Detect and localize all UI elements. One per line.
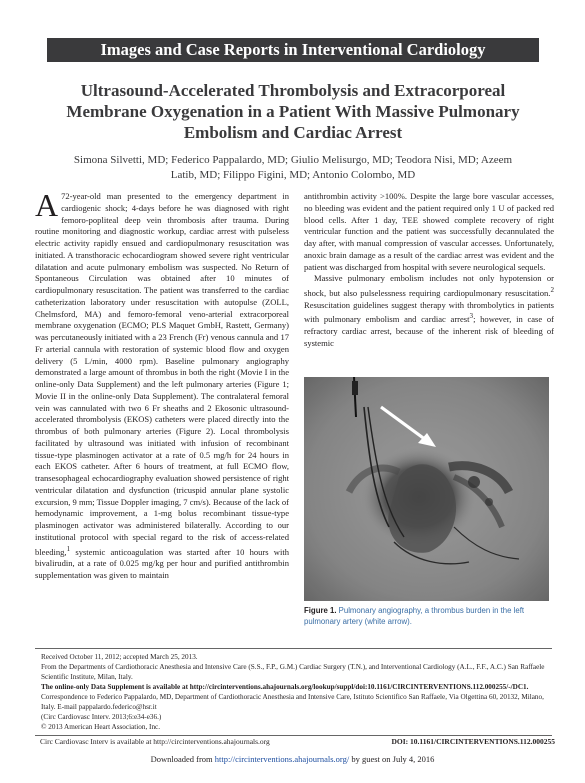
section-banner: Images and Case Reports in Interventional Cardiology: [47, 38, 539, 62]
footnote-received: Received October 11, 2012; accepted March 25, 2013.: [41, 653, 198, 661]
footnote-correspondence: Correspondence to Federico Pappalardo, MD, Department of Cardiothoracic Anesthesia and Intensive Care, Istituto Scientifico San Raffaele, Via Olgettina 60, 20132, Milano, Italy. E-mail pappalardo.federico@hsr.it: [41, 693, 544, 711]
footnote-citation: (Circ Cardiovasc Interv. 2013;6:e34-e36.): [41, 713, 162, 721]
author-list: Simona Silvetti, MD; Federico Pappalardo, MD; Giulio Melisurgo, MD; Teodora Nisi, MD; Azeem Latib, MD; Filippo Figini, MD; Antonio Colombo, MD: [73, 154, 513, 181]
download-link[interactable]: http://circinterventions.ahajournals.org/: [214, 754, 350, 764]
figure-label: Figure 1.: [304, 606, 337, 615]
drop-cap: A: [35, 187, 59, 223]
bottom-divider: [35, 735, 552, 736]
body-text: 72-year-old man presented to the emergency department in cardiogenic shock; 4-days before he was diagnosed with right femoro-popliteal deep vein thrombosis after trauma. During routine monitoring and diagnostic workup, cardiac arrest with pulseless electric activity rapidly ensued and cardiopulmonary resuscitation was initiated. A transthoracic echocardiogram showed severe right ventricular dilatation and acute pulmonary embolism was suspected. No Return of Spontaneous Circulation was obtained after 10 minutes of cardiopulmonary resuscitation. The patient was transferred to the cardiac catheterization laboratory under resuscitation with autopulse (ZOLL, Chelmsford, MA) and femoro-femoral veno-arterial extracorporeal membrane oxygenation (ECMO; PLS Maquet GmbH, Rastett, Germany) was percutaneously initiated with a 23 French (Fr) venous cannula and 17 Fr arterial cannula with restoration of systemic blood flow and oxygen delivery (5 L/min, 4000 rpm). Baseline pulmonary angiography demonstrated a large amount of thrombus in both the right (Movie I in the online-only Data Supplement) and the left pulmonary arteries (Figure 1; Movie II in the online-only Data Supplement). The contralateral femoral vein was cannulated with two 6 Fr sheaths and 2 Ekosonic ultrasound-accelerated thrombolysis (EKOS) catheters were placed directly into the thrombus of both pulmonary arteries (Figure 2). Local thrombolysis facilitated by ultrasound was initiated with infusion of recombinant tissue-type plasminogen activator at a rate of 0.5 mg/h for 24 hours in each EKOS catheter. After 6 hours of treatment, at full ECMO flow, transesophageal echocardiography evaluation showed persistence of right ventricular dilatation and dysfunction (tricuspid annular plane systolic excursion, 9 mm; Tissue Doppler imaging, 7 cm/s). Because of the lack of hemodynamic improvement, a 1-mg bolus recombinant tissue-type plasminogen activator was administered bilaterally. According to our institutional protocol with special regard to the risk of access-related bleeding,: [35, 191, 289, 557]
reference-marker[interactable]: 2: [550, 286, 554, 294]
body-text: ; however, in case of refractory cardiac arrest, because of the inherent risk of bleeding of systemic: [304, 314, 554, 348]
angiography-image: [304, 377, 549, 601]
article-title: Ultrasound-Accelerated Thrombolysis and Extracorporeal Membrane Oxygenation in a Patient With Massive Pulmonary Embolism and Cardiac Arrest: [66, 81, 520, 142]
download-suffix: by guest on July 4, 2016: [349, 754, 435, 764]
download-prefix: Downloaded from: [150, 754, 215, 764]
figure-angiography-image: [304, 377, 549, 601]
footnotes: [41, 652, 553, 732]
body-column-right: [304, 191, 554, 349]
body-paragraph: [304, 191, 554, 273]
footnote-supplement-link[interactable]: The online-only Data Supplement is available at http://circinterventions.ahajournals.org/lookup/suppl/doi:10.1161/CIRCINTERVENTIONS.112.000255/-/DC1.: [41, 683, 529, 691]
doi[interactable]: DOI: 10.1161/CIRCINTERVENTIONS.112.000255: [391, 737, 555, 746]
body-text: systemic anticoagulation was started after 10 hours with bivalirudin, at a rate of 0.025 mg/kg per hour and purified antithrombin supplementation was given to maintain: [35, 546, 289, 580]
footnote-copyright: © 2013 American Heart Association, Inc.: [41, 723, 161, 731]
reference-marker[interactable]: 3: [469, 312, 474, 321]
body-column-left: [35, 187, 289, 582]
footnote-divider: [35, 648, 552, 649]
journal-availability[interactable]: Circ Cardiovasc Interv is available at http://circinterventions.ahajournals.org: [40, 737, 270, 746]
reference-marker[interactable]: 1: [66, 544, 71, 553]
body-text: Resuscitation guidelines suggest therapy with thrombolytics in patients with pulmonary embolism and cardiac arrest: [304, 299, 554, 325]
body-text: Massive pulmonary embolism includes not only hypotension or shock, but also pulselessness requiring cardiopulmonary resuscitation.: [304, 273, 554, 298]
figure-caption: [304, 606, 552, 627]
footnote-affiliations: From the Departments of Cardiothoracic Anesthesia and Intensive Care (S.S., F.P., G.M.) Cardiac Surgery (T.N.), and Interventional Cardiology (A.L., F.F., A.C.) San Raffaele Scientific Institute, Milan, Italy.: [41, 663, 545, 681]
body-paragraph: [304, 273, 554, 349]
body-text: antithrombin activity >100%. Despite the large bore vascular accesses, no bleeding was evident and the patient required only 1 U of packed red blood cells. After 1 day, TEE showed complete recovery of right ventricular function and the patient was successfully decannulated the day after, with manual compression of vascular accesses. Unfortunately, anoxic brain damage as a result of the cardiac arrest was evident and the patient was discharged from hospital with severe neurological sequels.: [304, 191, 554, 272]
figure-caption-text: Pulmonary angiography, a thrombus burden in the left pulmonary artery (white arrow).: [304, 606, 525, 626]
body-paragraph: [35, 187, 289, 582]
